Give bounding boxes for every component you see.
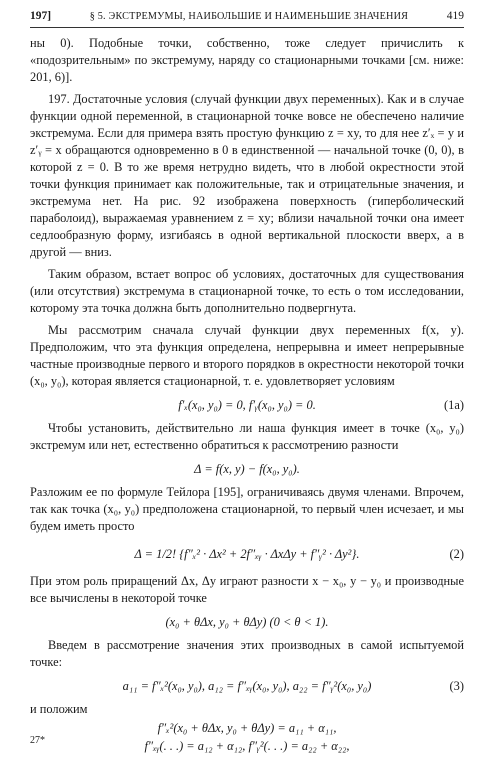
equation-delta — [30, 458, 464, 480]
equation-point-body: (x₀ + θΔx, y₀ + θΔy) (0 < θ < 1). — [165, 614, 329, 629]
paragraph-test-point: Введем в рассмотрение значения этих производных в самой испытуемой точке: — [30, 638, 464, 669]
running-header — [30, 8, 464, 26]
equation-2-body: Δ = 1/2! {f″ₓ² · Δx² + 2f″ₓᵧ · ΔxΔy + f″ᵧ² · Δy²}. — [134, 546, 360, 561]
equation-delta-body: Δ = f(x, y) − f(x₀, y₀). — [194, 461, 300, 476]
paragraph-difference: Чтобы установить, действительно ли наша функция имеет в точке (x₀, y₀) экстремум или нет, естественно обратиться к рассмотрению разности — [30, 421, 464, 452]
header-section-title: § 5. ЭКСТРЕМУМЫ, НАИБОЛЬШИЕ И НАИМЕНЬШИЕ ЗНАЧЕНИЯ — [89, 11, 409, 22]
document-page — [30, 8, 464, 758]
paragraph-taylor: Разложим ее по формуле Тейлора [195], ограничиваясь двумя членами. Впрочем, так как точка (x₀, y₀) предположена стационарной, то первый член исчезает, и мы будем иметь просто — [30, 485, 464, 533]
equation-2 — [30, 539, 464, 569]
paragraph-let: и положим — [30, 702, 88, 716]
paragraph-two-variables: Мы рассмотрим сначала случай функции двух переменных f(x, y). Предположим, что эта функция определена, непрерывна и имеет непрерывные частные производные первого и второго порядков в окрестности некоторой точки (x₀, y₀), которая является стационарной, т. е. удовлетворяет условиям — [30, 323, 464, 388]
equation-point — [30, 611, 464, 633]
equation-1a — [30, 394, 464, 416]
equation-1a-number: (1a) — [444, 397, 464, 412]
equation-4-line-1: f″ₓ²(x₀ + θΔx, y₀ + θΔy) = a₁₁ + α₁₁, — [157, 721, 337, 735]
equation-4 — [30, 720, 464, 756]
equation-3-number: (3) — [449, 678, 464, 693]
signature-mark: 27* — [30, 735, 45, 746]
equation-4-line-2: f″ₓᵧ(. . .) = a₁₂ + α₁₂, f″ᵧ²(. . .) = a₂₂ + α₂₂, — [144, 739, 350, 753]
equation-2-number: (2) — [449, 546, 464, 561]
header-page-ref: 197] — [30, 10, 52, 22]
equation-1a-body: f′ₓ(x₀, y₀) = 0, f′ᵧ(x₀, y₀) = 0. — [178, 397, 316, 412]
paragraph-continuation: ны 0). Подобные точки, собственно, тоже следует причислить к «подозрительным» по экстремуму, наряду со стационарными точками [см. ниже: 201, 6)]. — [30, 36, 464, 84]
paragraph-section-197: 197. Достаточные условия (случай функции двух переменных). Как и в случае функции одной переменной, в стационарной точке вовсе не обеспечено наличие экстремума. Если для примера взять простую функцию z = xy, то для нее z′ₓ = y и z′ᵧ = x обращаются одновременно в 0 в единственной — начальной точке (0, 0), в которой z = 0. В то же время нетрудно видеть, что в любой окрестности этой точки функция принимает как положительные, так и отрицательные значения, и экстремума нет. На рис. 92 изображена поверхность (гиперболический параболоид), выражаемая уравнением z = xy; вблизи начальной точки она имеет седлообразную форму, изгибаясь в одной вертикальной плоскости вверх, а в другой — вниз. — [30, 92, 464, 259]
header-rule — [30, 27, 464, 28]
header-page-number: 419 — [446, 10, 464, 22]
paragraph-sufficient-conditions: Таким образом, встает вопрос об условиях, достаточных для существования (или отсутствия) экстремума в стационарной точке, то есть о том исследовании, которому эта точка должна быть дополнительно подвергнута. — [30, 267, 464, 315]
equation-3-body: a₁₁ = f″ₓ²(x₀, y₀), a₁₂ = f″ₓᵧ(x₀, y₀), a₂₂ = f″ᵧ²(x₀, y₀) — [122, 678, 372, 693]
paragraph-increments: При этом роль приращений Δx, Δy играют разности x − x₀, y − y₀ и производные все вычислены в некоторой точке — [30, 574, 464, 605]
equation-3 — [30, 675, 464, 697]
